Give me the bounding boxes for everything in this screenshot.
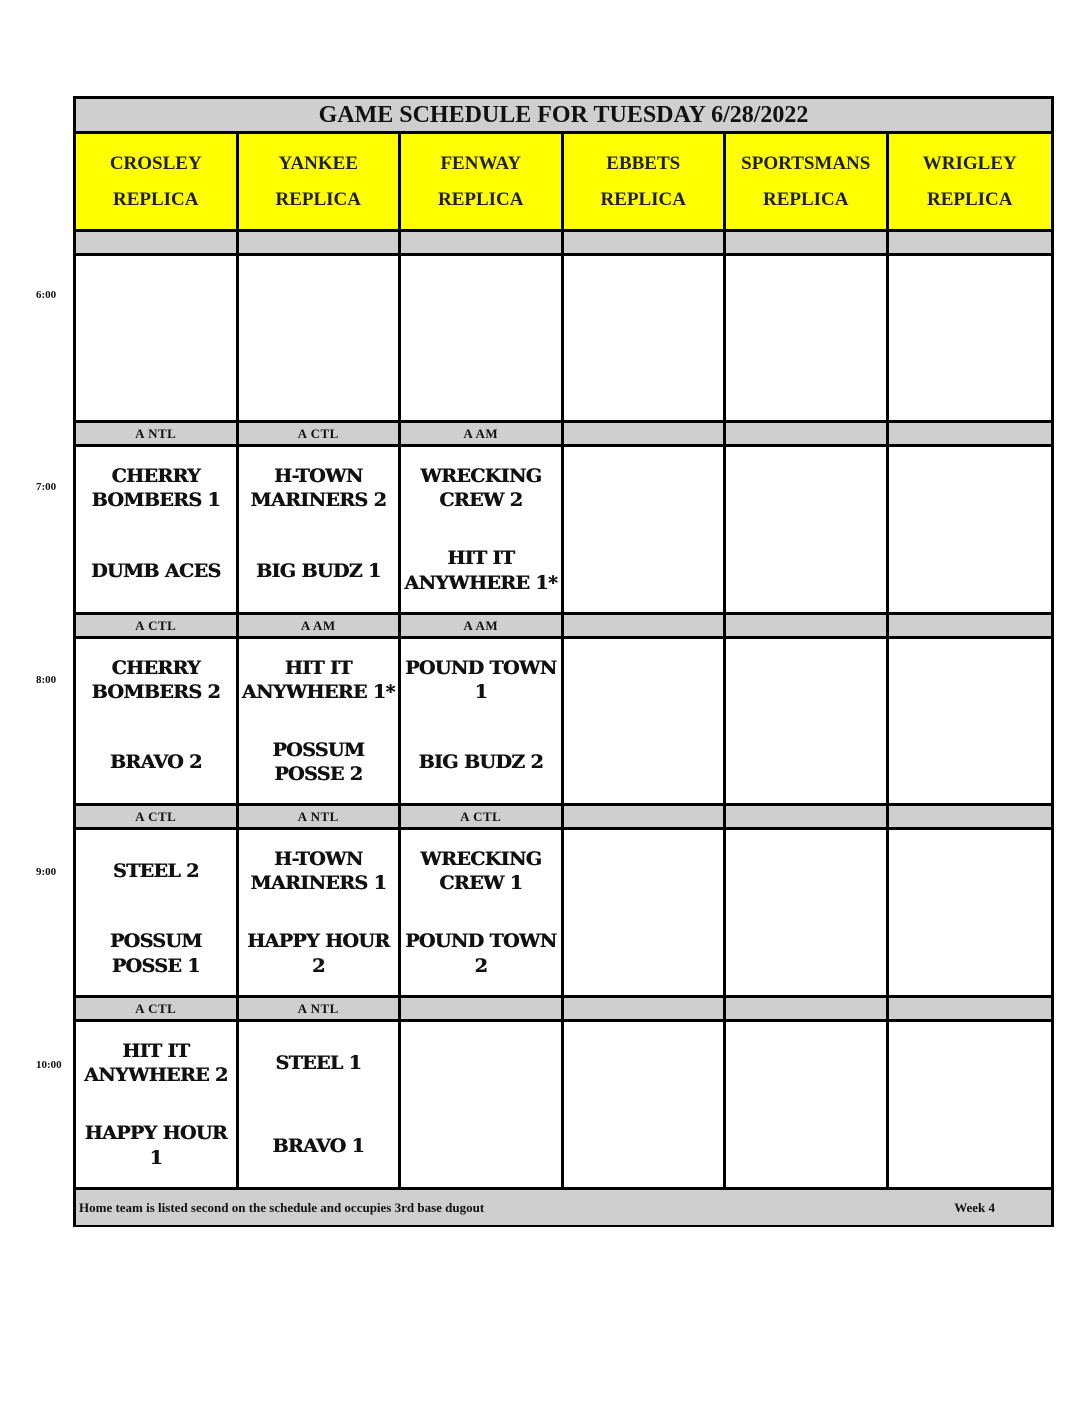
game-cell <box>726 1022 889 1190</box>
field-name: SPORTSMANS <box>741 152 871 174</box>
game-cell <box>564 830 727 998</box>
game-cell <box>76 447 239 615</box>
away-team <box>726 830 886 913</box>
away-team <box>726 639 886 721</box>
home-team: HIT IT ANYWHERE 1* <box>404 547 558 594</box>
home-team <box>726 530 886 613</box>
field-header-wrigley <box>889 134 1052 232</box>
away-team: POUND TOWN 1 <box>405 656 557 703</box>
division-label: A AM <box>401 615 564 639</box>
away-team <box>564 639 724 721</box>
field-sub: REPLICA <box>762 188 849 210</box>
field-name: FENWAY <box>440 152 522 174</box>
away-team: HIT IT ANYWHERE 1* <box>241 656 395 703</box>
home-team <box>889 530 1052 613</box>
division-label: A CTL <box>76 806 239 830</box>
game-cell <box>401 447 564 615</box>
home-team <box>726 1105 886 1188</box>
division-label <box>239 232 402 256</box>
game-cell <box>401 256 564 423</box>
away-team <box>564 447 724 530</box>
home-team <box>564 913 724 996</box>
division-label: A AM <box>401 423 564 447</box>
home-team: POUND TOWN 2 <box>405 930 557 977</box>
game-cell <box>239 256 402 423</box>
schedule-title: GAME SCHEDULE FOR TUESDAY 6/28/2022 <box>76 99 1051 134</box>
away-team: H-TOWN MARINERS 2 <box>250 464 387 512</box>
home-team <box>239 338 399 420</box>
field-sub: REPLICA <box>112 188 199 210</box>
division-label: A CTL <box>401 806 564 830</box>
home-team <box>401 1105 561 1188</box>
division-label <box>564 423 727 447</box>
game-cell <box>564 447 727 615</box>
away-team: H-TOWN MARINERS 1 <box>250 847 387 895</box>
game-cell <box>889 256 1052 423</box>
game-cell <box>726 256 889 423</box>
home-team: POSSUM POSSE 1 <box>109 930 202 977</box>
game-cell <box>239 830 402 998</box>
division-label: A NTL <box>239 998 402 1022</box>
game-cell <box>889 447 1052 615</box>
away-team <box>726 1022 886 1105</box>
away-team <box>889 447 1052 530</box>
time-label-10: 10:00 <box>36 1059 62 1071</box>
field-sub: REPLICA <box>437 188 524 210</box>
division-label <box>564 998 727 1022</box>
field-name: YANKEE <box>278 152 359 174</box>
home-team <box>564 338 724 420</box>
game-cell <box>564 1022 727 1190</box>
time-label-9: 9:00 <box>36 866 57 878</box>
division-label <box>401 998 564 1022</box>
away-team <box>401 256 561 338</box>
home-team <box>726 913 886 996</box>
game-cell <box>239 639 402 806</box>
division-label <box>726 232 889 256</box>
division-label <box>564 232 727 256</box>
game-cell <box>564 256 727 423</box>
away-team: STEEL 1 <box>275 1052 362 1075</box>
home-team <box>76 338 236 420</box>
game-cell <box>76 1022 239 1190</box>
division-label: A AM <box>239 615 402 639</box>
away-team <box>401 1022 561 1105</box>
home-team-note: Home team is listed second on the schedule and occupies 3rd base dugout <box>79 1199 485 1215</box>
division-label <box>889 806 1052 830</box>
home-team <box>564 721 724 803</box>
game-cell <box>239 447 402 615</box>
week-label: Week 4 <box>954 1199 995 1215</box>
division-label <box>726 998 889 1022</box>
home-team: POSSUM POSSE 2 <box>272 738 365 785</box>
away-team: STEEL 2 <box>112 860 199 883</box>
field-header-yankee <box>239 134 402 232</box>
division-label <box>564 806 727 830</box>
schedule-table <box>73 96 1054 1227</box>
away-team <box>889 1022 1052 1105</box>
game-cell <box>401 1022 564 1190</box>
away-team <box>564 830 724 913</box>
time-label-6: 6:00 <box>36 289 57 301</box>
home-team: BIG BUDZ 2 <box>418 750 544 773</box>
game-cell <box>726 830 889 998</box>
away-team <box>239 256 399 338</box>
away-team <box>564 1022 724 1105</box>
away-team: CHERRY BOMBERS 1 <box>91 464 220 512</box>
field-name: CROSLEY <box>109 152 202 174</box>
division-label <box>76 232 239 256</box>
field-header-ebbets <box>564 134 727 232</box>
home-team <box>564 530 724 613</box>
division-label: A CTL <box>76 998 239 1022</box>
game-cell <box>726 447 889 615</box>
away-team <box>726 447 886 530</box>
division-label <box>726 615 889 639</box>
field-sub: REPLICA <box>926 188 1013 210</box>
home-team <box>889 1105 1052 1188</box>
time-label-7: 7:00 <box>36 481 57 493</box>
game-cell <box>76 639 239 806</box>
game-cell <box>889 830 1052 998</box>
home-team: BRAVO 2 <box>109 750 202 773</box>
game-cell <box>401 830 564 998</box>
home-team: HAPPY HOUR 1 <box>84 1122 227 1169</box>
field-header-fenway <box>401 134 564 232</box>
away-team: WRECKING CREW 1 <box>420 847 542 895</box>
game-cell <box>401 639 564 806</box>
away-team <box>889 639 1052 721</box>
division-label: A NTL <box>76 423 239 447</box>
home-team <box>726 721 886 803</box>
field-sub: REPLICA <box>275 188 361 210</box>
footer-bar <box>76 1190 1051 1225</box>
away-team <box>726 256 886 338</box>
game-cell <box>239 1022 402 1190</box>
home-team <box>564 1105 724 1188</box>
division-label: A NTL <box>239 806 402 830</box>
division-label <box>401 232 564 256</box>
away-team <box>76 256 236 338</box>
game-cell <box>564 639 727 806</box>
home-team <box>889 338 1052 420</box>
home-team: HAPPY HOUR 2 <box>247 930 390 977</box>
division-label <box>726 423 889 447</box>
field-header-sportsmans <box>726 134 889 232</box>
home-team: BRAVO 1 <box>272 1134 365 1157</box>
away-team: CHERRY BOMBERS 2 <box>91 656 220 703</box>
field-header-crosley <box>76 134 239 232</box>
away-team: WRECKING CREW 2 <box>420 464 542 512</box>
division-label <box>564 615 727 639</box>
field-name: WRIGLEY <box>922 152 1017 174</box>
home-team <box>726 338 886 420</box>
home-team <box>401 338 561 420</box>
game-cell <box>76 256 239 423</box>
division-label: A CTL <box>239 423 402 447</box>
time-label-8: 8:00 <box>36 674 57 686</box>
home-team <box>889 913 1052 996</box>
field-name: EBBETS <box>606 152 681 174</box>
away-team <box>889 256 1052 338</box>
home-team: DUMB ACES <box>91 559 221 582</box>
division-label <box>889 232 1052 256</box>
game-cell <box>726 639 889 806</box>
division-label <box>889 998 1052 1022</box>
division-label: A CTL <box>76 615 239 639</box>
division-label <box>889 423 1052 447</box>
division-label <box>889 615 1052 639</box>
away-team <box>889 830 1052 913</box>
game-cell <box>889 639 1052 806</box>
division-label <box>726 806 889 830</box>
game-cell <box>76 830 239 998</box>
home-team <box>889 721 1052 803</box>
home-team: BIG BUDZ 1 <box>255 559 381 582</box>
field-sub: REPLICA <box>600 188 686 210</box>
away-team <box>564 256 724 338</box>
game-cell <box>889 1022 1052 1190</box>
away-team: HIT IT ANYWHERE 2 <box>83 1039 228 1087</box>
